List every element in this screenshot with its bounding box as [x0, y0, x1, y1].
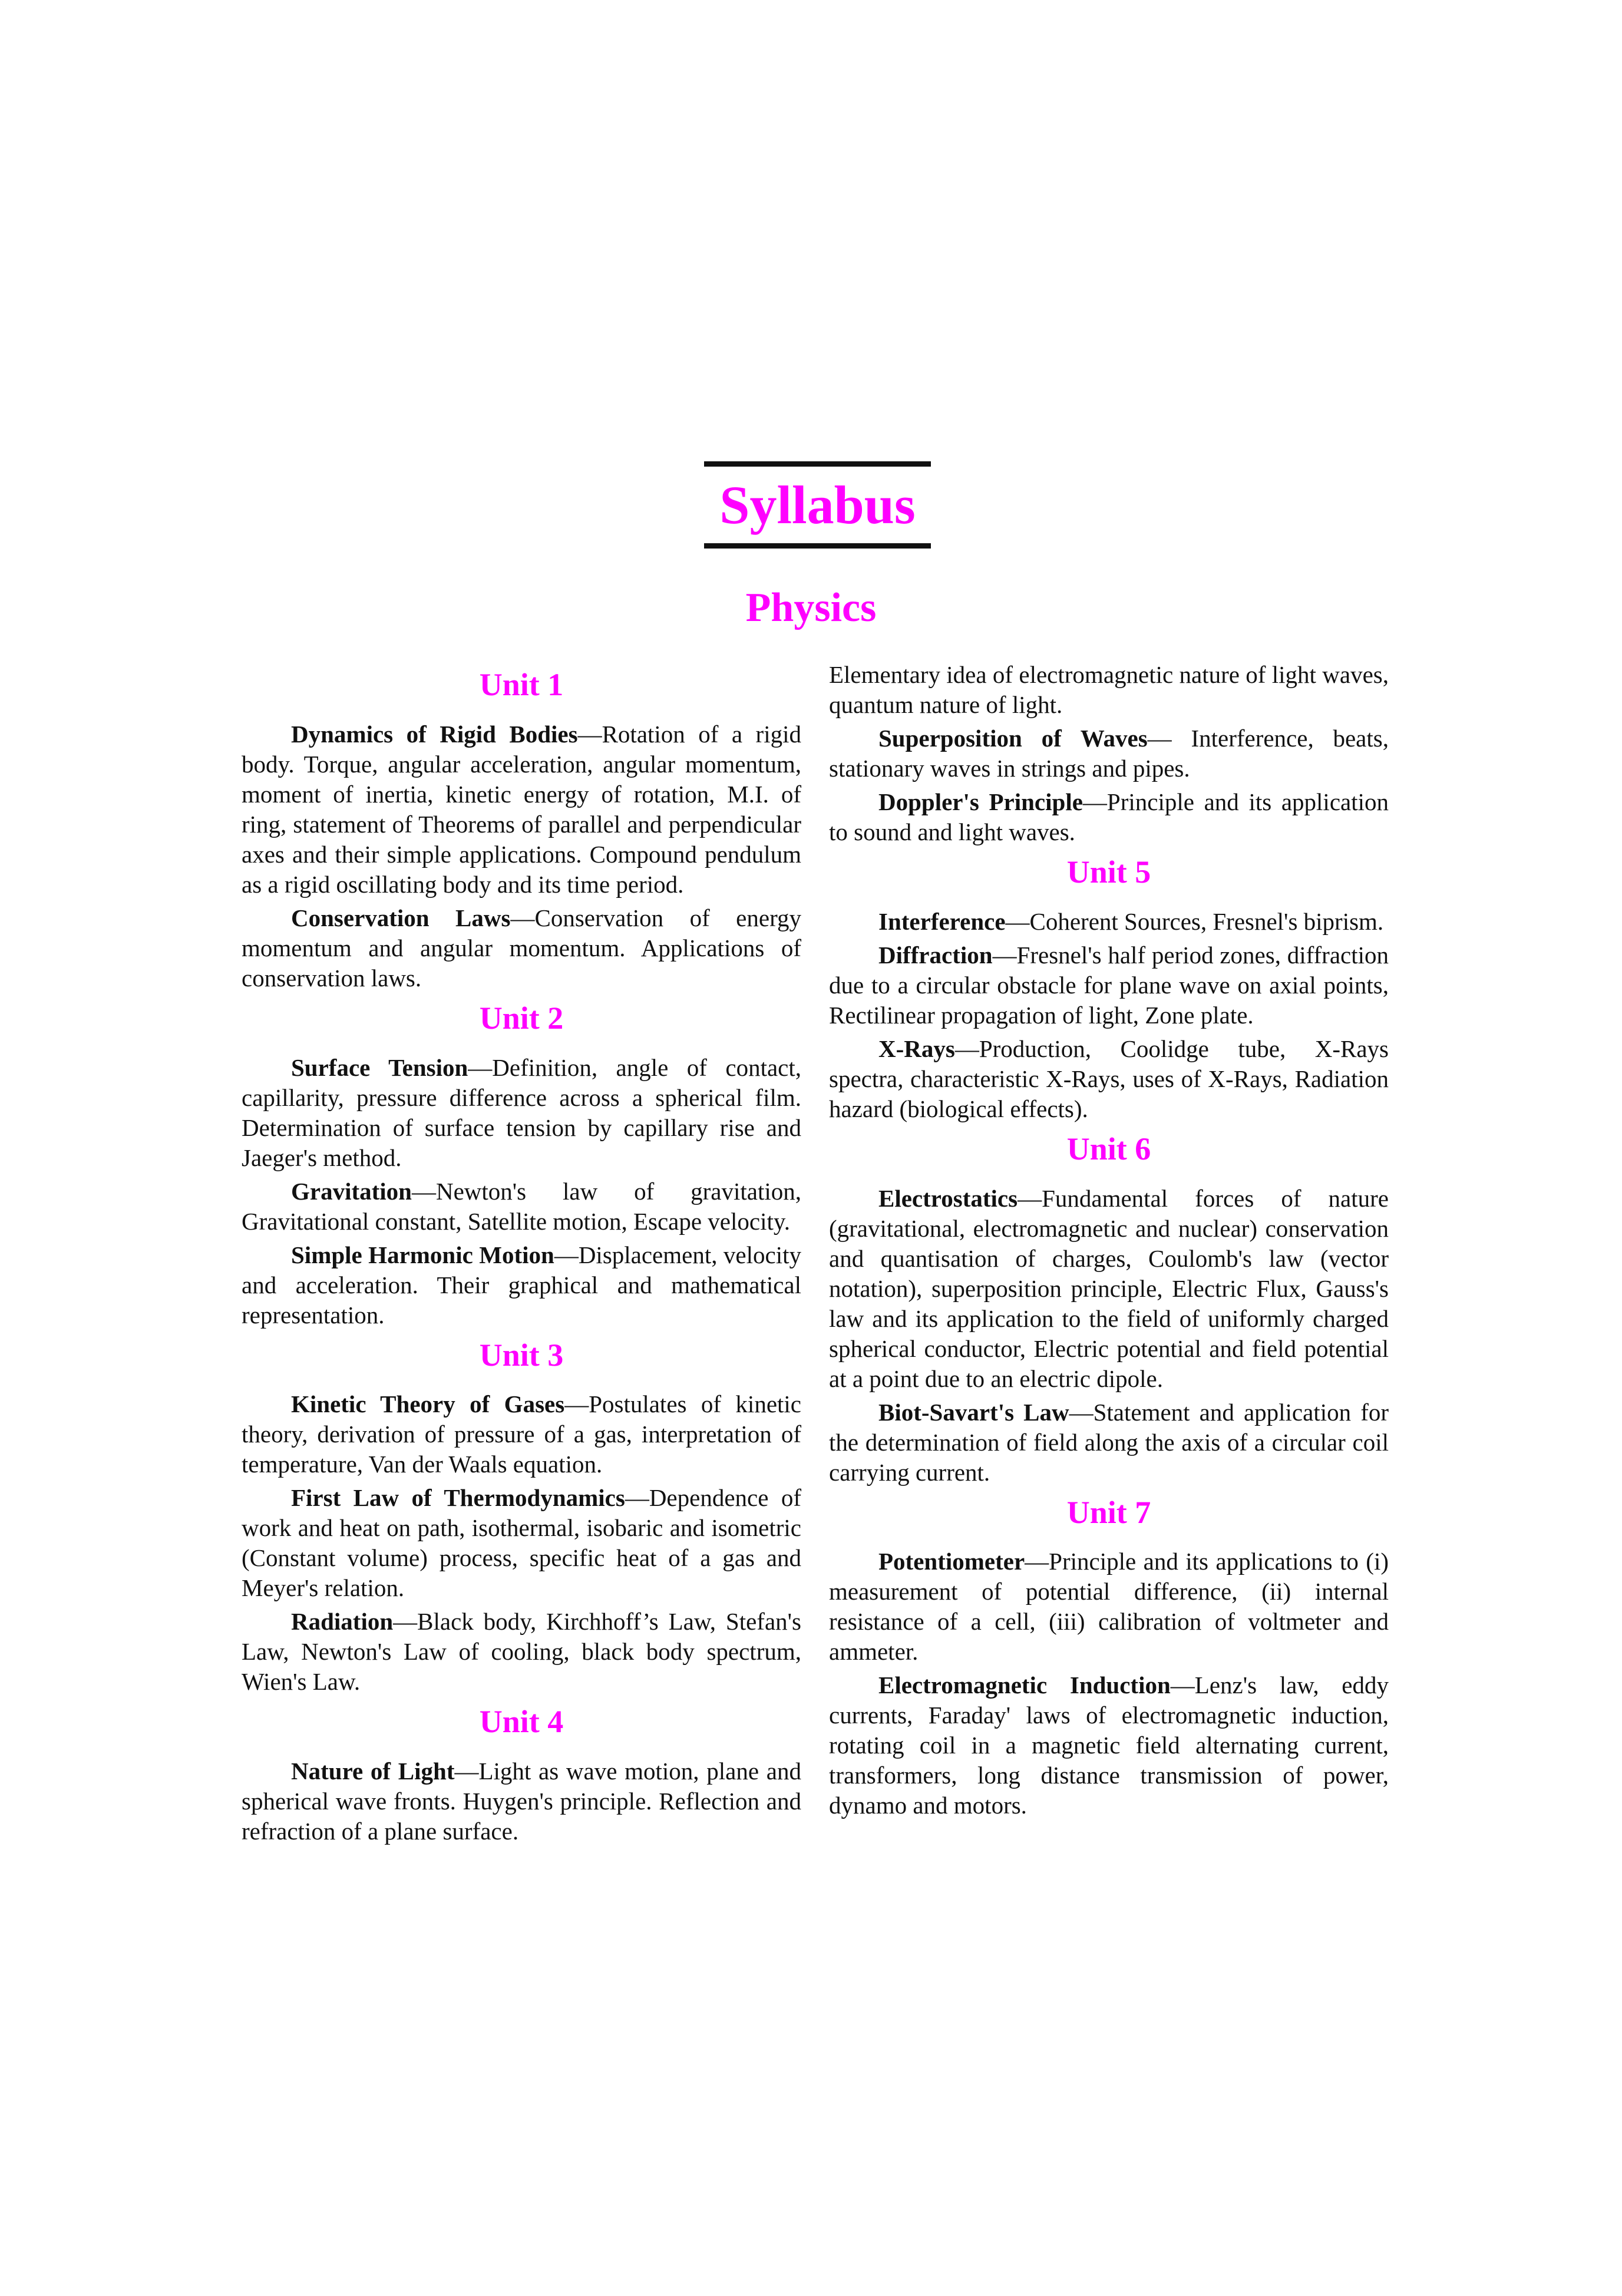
topic-nature-of-light — [242, 1756, 801, 1846]
topic-text: —Principle and its applications to (i) measurement of potential difference, (ii) internal resistance of a cell, (iii) calibration of voltmeter and ammeter. — [829, 1548, 1389, 1666]
topic-text: —Production, Coolidge tube, X-Rays spectra, characteristic X-Rays, uses of X-Rays, Radiation hazard (biological effects). — [829, 1035, 1389, 1122]
unit-5-heading: Unit 5 — [1066, 854, 1151, 890]
topic-text: —Fundamental forces of nature (gravitational, electromagnetic and nuclear) conservation and quantisation of charges, Coulomb's law (vector notation), superposition principle, Electric Flux, Gauss's law and its application to the field of uniformly charged spherical conductor, Electric potential and field potential at a point due to an electric dipole. — [829, 1184, 1389, 1392]
topic-text: —Fresnel's half period zones, diffraction due to a circular obstacle for plane wave on axial points, Rectilinear propagation of light, Zone plate. — [829, 941, 1389, 1029]
topic-term: Conservation Laws — [291, 904, 511, 931]
topic-term: Simple Harmonic Motion — [291, 1241, 554, 1268]
unit-3-heading: Unit 3 — [479, 1337, 564, 1373]
topic-text: —Coherent Sources, Fresnel's biprism. — [1005, 907, 1384, 935]
topic-potentiometer — [829, 1547, 1389, 1667]
topic-term: Potentiometer — [878, 1548, 1025, 1575]
topic-text: —Statement and application for the determination of field along the axis of a circular coil carrying current. — [829, 1398, 1389, 1486]
topic-term: Diffraction — [878, 941, 993, 969]
subject-heading: Physics — [745, 585, 877, 630]
topic-term: Electrostatics — [878, 1184, 1018, 1212]
topic-electromagnetic-induction — [829, 1670, 1389, 1821]
page-title: Syllabus — [719, 475, 916, 535]
topic-gravitation — [242, 1177, 801, 1237]
unit-1-heading: Unit 1 — [479, 667, 564, 702]
topic-term: Doppler's Principle — [878, 788, 1083, 815]
topic-radiation — [242, 1607, 801, 1697]
topic-text: —Lenz's law, eddy currents, Faraday' laws of electromagnetic induction, rotating coil in a magnetic field alternating current, transformers, long distance transmission of power, dynamo and motors. — [829, 1671, 1389, 1819]
topic-term: Nature of Light — [291, 1757, 455, 1785]
topic-text: —Dependence of work and heat on path, isothermal, isobaric and isometric (Constant volume) process, specific heat of a gas and Meyer's relation. — [242, 1484, 801, 1602]
topic-x-rays — [829, 1034, 1389, 1124]
left-column — [242, 660, 801, 1850]
topic-text: —Light as wave motion, plane and spherical wave fronts. Huygen's principle. Reflection and refraction of a plane surface. — [242, 1757, 801, 1845]
topic-interference — [829, 907, 1389, 937]
topic-dopplers-principle — [829, 787, 1389, 847]
topic-term: Superposition of Waves — [878, 725, 1148, 752]
topic-conservation-laws — [242, 903, 801, 993]
title-frame — [704, 461, 931, 549]
unit-2-heading: Unit 2 — [479, 1000, 564, 1036]
topic-text: —Definition, angle of contact, capillarity, pressure difference across a spherical film. Determination of surface tension by capillary rise and Jaeger's method. — [242, 1053, 801, 1171]
topic-biot-savarts-law — [829, 1398, 1389, 1488]
topic-term: First Law of Thermodynamics — [291, 1484, 625, 1512]
unit-4-heading: Unit 4 — [479, 1704, 564, 1740]
topic-text: —Newton's law of gravitation, Gravitational constant, Satellite motion, Escape velocity. — [242, 1177, 801, 1235]
topic-text: — Interference, beats, stationary waves in strings and pipes. — [829, 725, 1389, 782]
topic-term: Radiation — [291, 1608, 394, 1636]
topic-term: Kinetic Theory of Gases — [291, 1390, 565, 1418]
topic-text: —Displacement, velocity and acceleration. Their graphical and mathematical representation. — [242, 1241, 801, 1329]
topic-term: Interference — [878, 907, 1006, 935]
topic-term: Surface Tension — [291, 1053, 468, 1081]
topic-continuation: Elementary idea of electromagnetic nature of light waves, quantum nature of light. — [829, 661, 1389, 718]
topic-diffraction — [829, 940, 1389, 1030]
unit-7-heading: Unit 7 — [1066, 1494, 1151, 1530]
topic-text: —Rotation of a rigid body. Torque, angular acceleration, angular momentum, moment of inertia, kinetic energy of rotation, M.I. of ring, statement of Theorems of parallel and perpendicular axes and their simple applications. Compound pendulum as a rigid oscillating body and its time period. — [242, 720, 801, 898]
topic-dynamics-of-rigid-bodies — [242, 719, 801, 900]
topic-electrostatics — [829, 1184, 1389, 1394]
topic-superposition-of-waves — [829, 724, 1389, 784]
topic-term: Electromagnetic Induction — [878, 1671, 1171, 1699]
topic-simple-harmonic-motion — [242, 1240, 801, 1330]
topic-surface-tension — [242, 1053, 801, 1173]
right-column — [829, 660, 1389, 1824]
topic-text: —Conservation of energy momentum and angular momentum. Applications of conservation laws. — [242, 904, 801, 992]
topic-text: —Principle and its application to sound and light waves. — [829, 788, 1389, 845]
topic-first-law-of-thermodynamics — [242, 1483, 801, 1603]
topic-term: Dynamics of Rigid Bodies — [291, 720, 578, 748]
unit-6-heading: Unit 6 — [1066, 1131, 1151, 1167]
topic-kinetic-theory-of-gases — [242, 1389, 801, 1479]
topic-term: X-Rays — [878, 1035, 955, 1062]
topic-term: Gravitation — [291, 1177, 412, 1205]
topic-text: —Postulates of kinetic theory, derivation of pressure of a gas, interpretation of temperature, Van der Waals equation. — [242, 1390, 801, 1478]
topic-text: —Black body, Kirchhoff’s Law, Stefan's Law, Newton's Law of cooling, black body spectrum, Wien's Law. — [242, 1608, 801, 1696]
topic-term: Biot-Savart's Law — [878, 1398, 1069, 1426]
